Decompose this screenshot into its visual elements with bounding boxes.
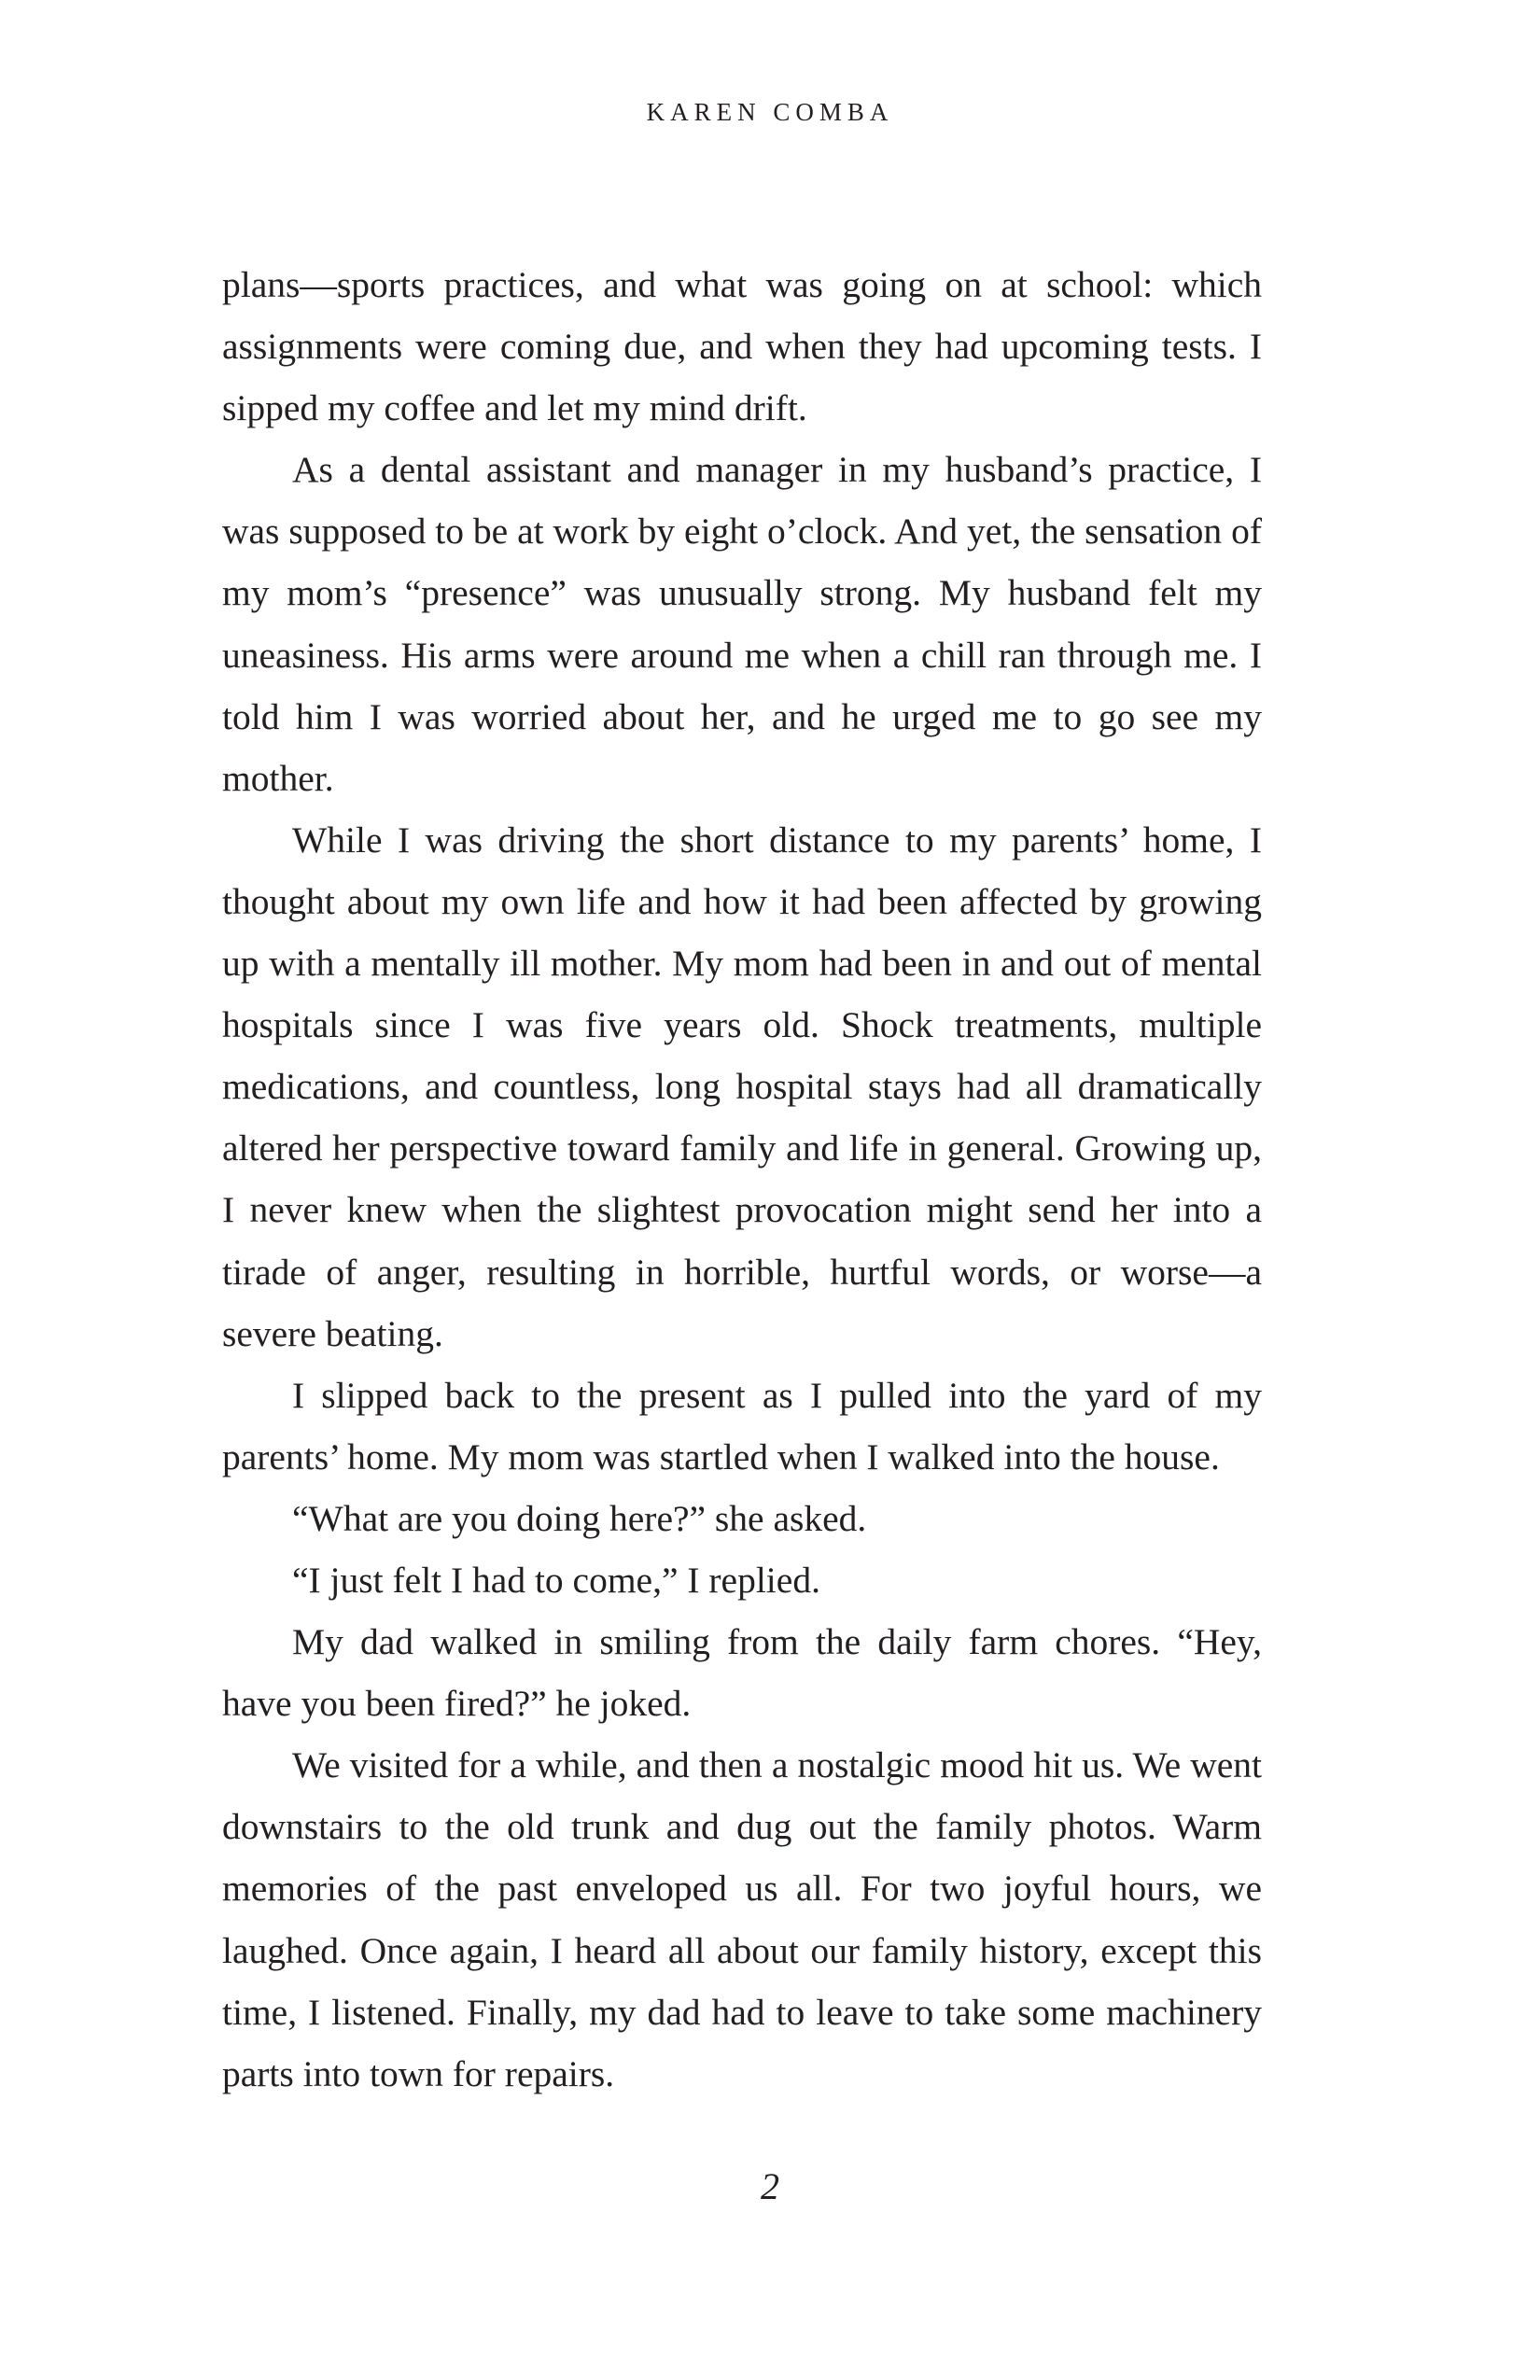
body-text [222,254,1262,2105]
paragraph: I slipped back to the present as I pulled into the yard of my parents’ home. My mom was startled when I walked into the house. [222,1374,1262,1477]
dialogue-paragraph: “I just felt I had to come,” I replied. [292,1559,820,1601]
paragraph: While I was driving the short distance to my parents’ home, I thought about my own life and how it had been affected by growing up with a mentally ill mother. My mom had been in and out of mental hospitals since I was five years old. Shock treatments, multiple medications, and countless, long hospital stays had all dramatically altered her perspective toward family and life in general. Growing up, I never knew when the slightest provocation might send her into a tirade of anger, resulting in horrible, hurtful words, or worse—a severe beating. [222,819,1262,1354]
page-number: 2 [761,2165,779,2207]
paragraph: We visited for a while, and then a nostalgic mood hit us. We went downstairs to the old trunk and dug out the family photos. Warm memories of the past enveloped us all. For two joyful hours, we laughed. Once again, I heard all about our family history, except this time, I listened. Finally, my dad had to leave to take some machinery parts into town for repairs. [222,1744,1262,2094]
paragraph: plans—sports practices, and what was going on at school: which assignments were coming due, and when they had upcoming tests. I sipped my coffee and let my mind drift. [222,264,1262,429]
running-head: KAREN COMBA [646,98,894,126]
paragraph: My dad walked in smiling from the daily farm chores. “Hey, have you been fired?” he joked. [222,1621,1262,1725]
paragraph: As a dental assistant and manager in my husband’s practice, I was supposed to be at work by eight o’clock. And yet, the sensation of my mom’s “presence” was unusually strong. My husband felt my uneasiness. His arms were around me when a chill ran through me. I told him I was worried about her, and he urged me to go see my mother. [222,449,1262,799]
dialogue-paragraph: “What are you doing here?” she asked. [292,1497,867,1539]
